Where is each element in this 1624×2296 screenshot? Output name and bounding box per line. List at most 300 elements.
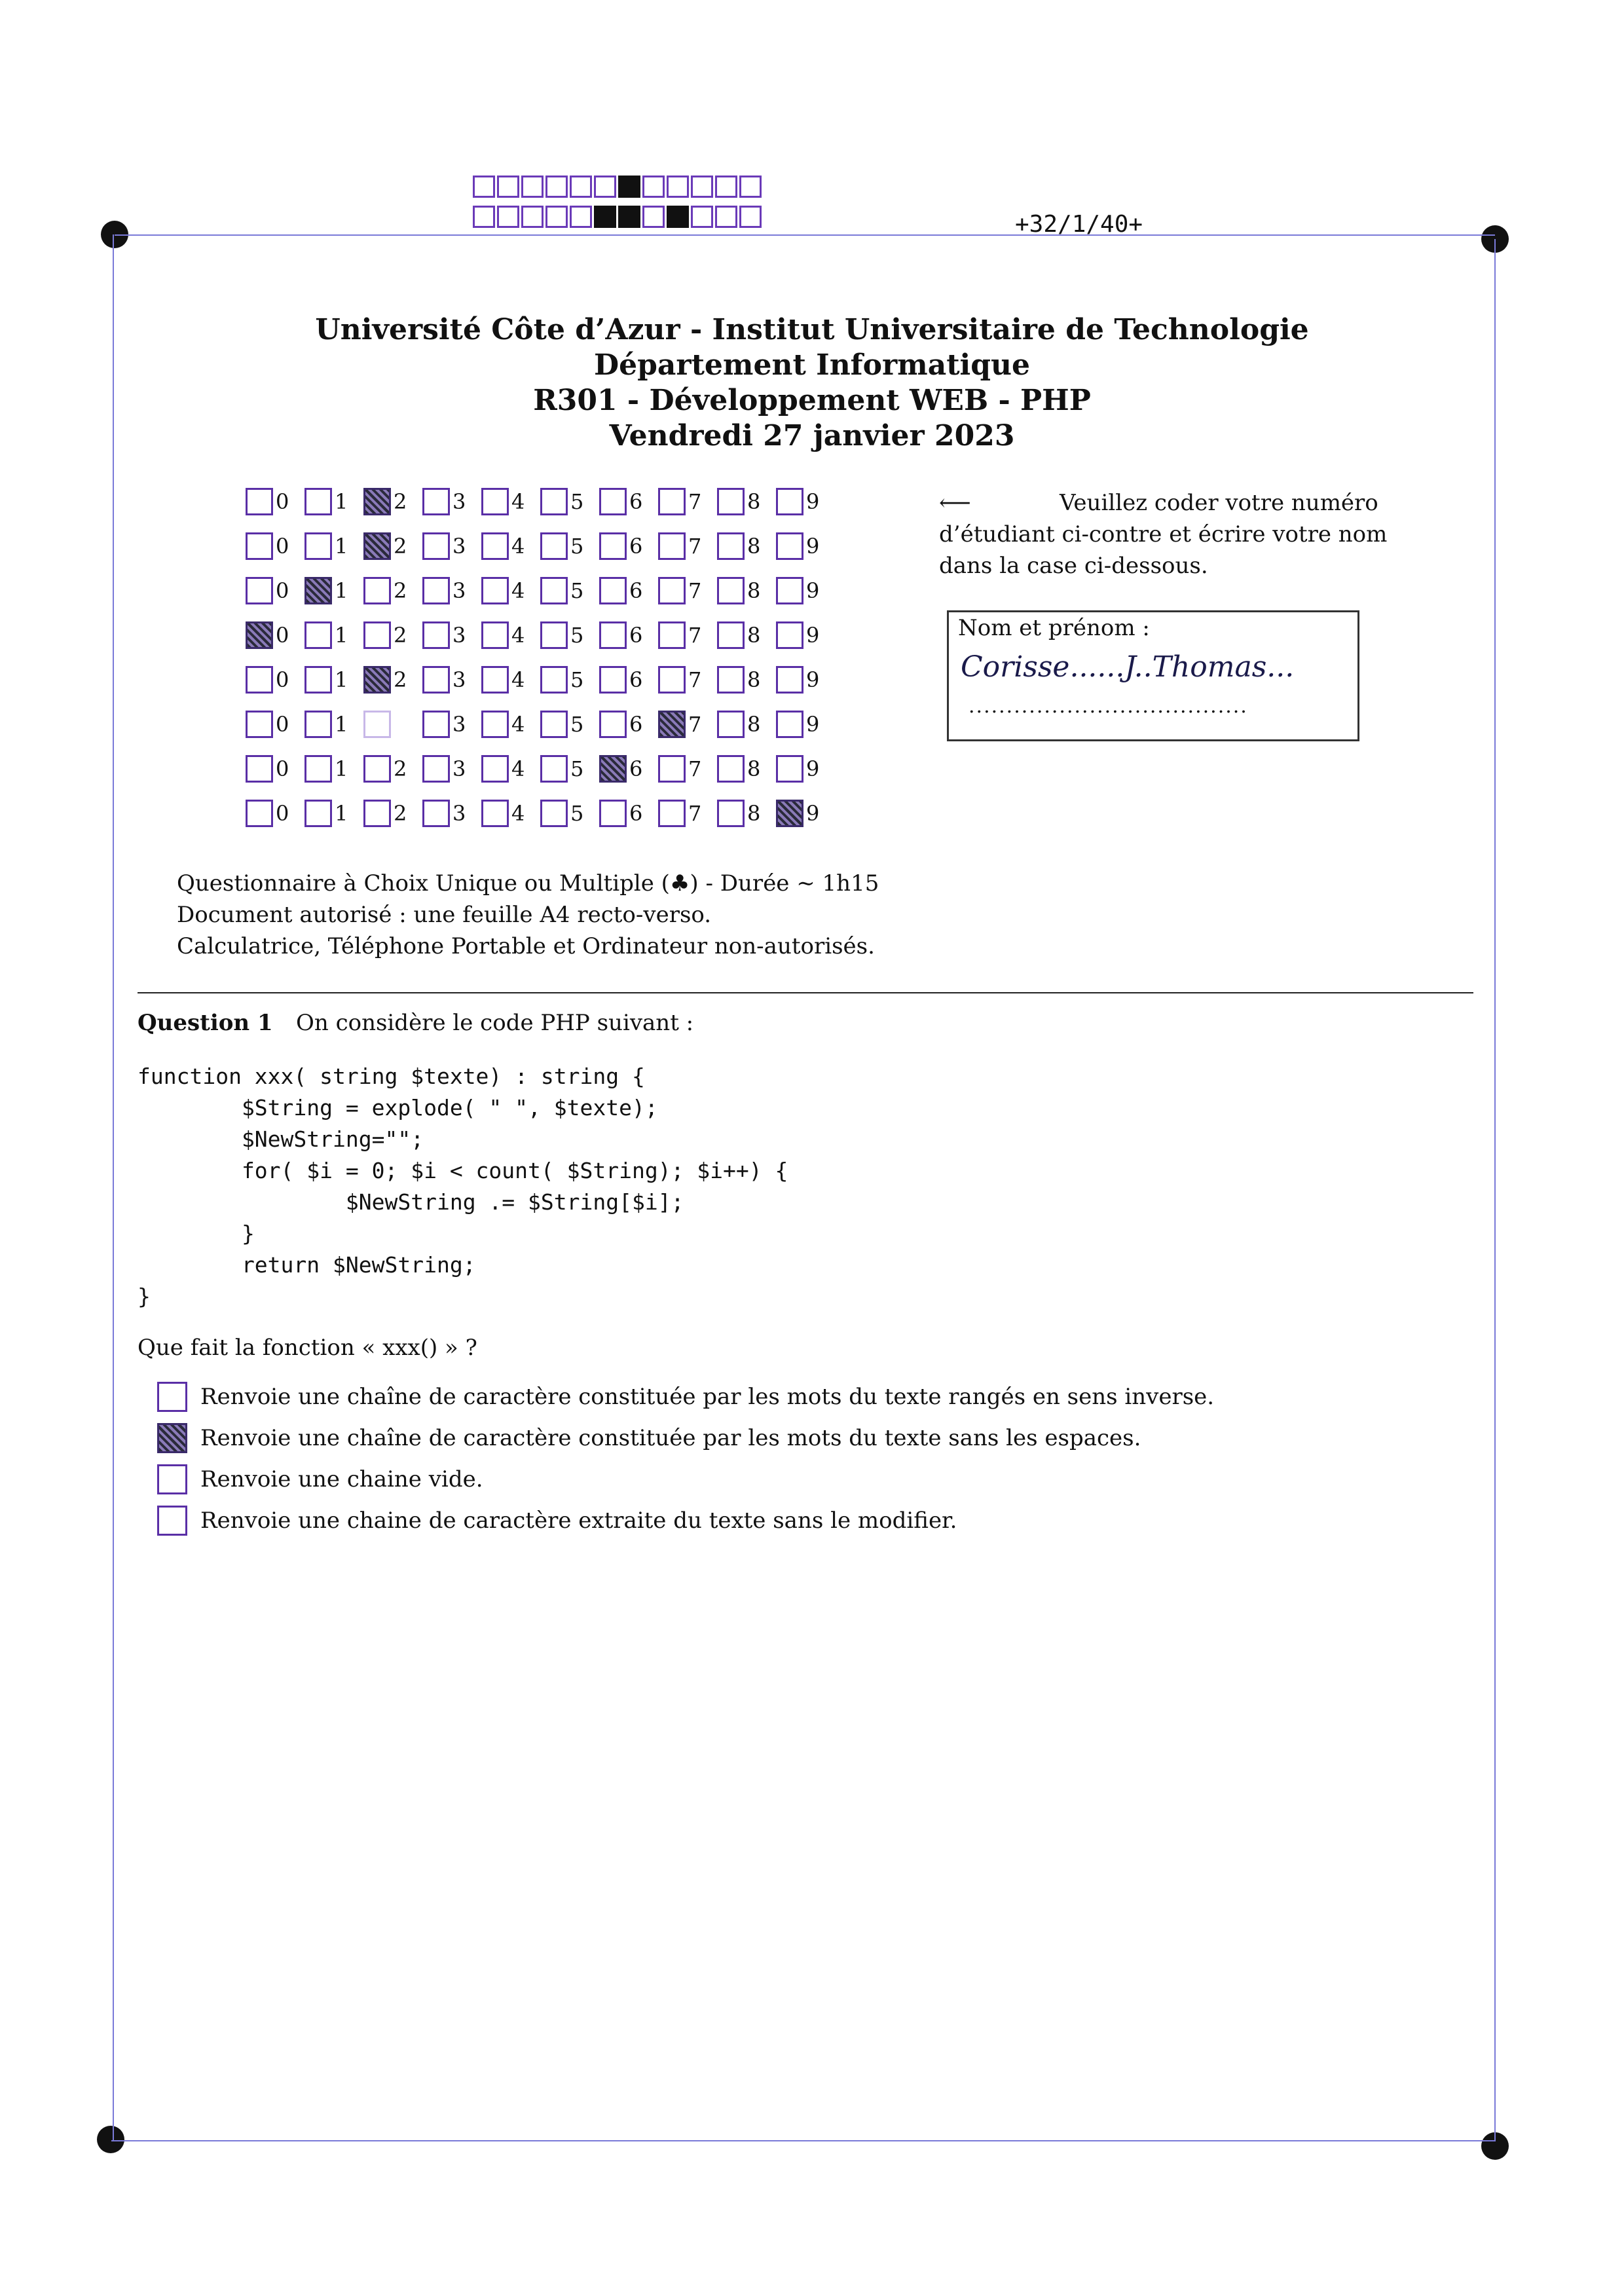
digit-checkbox[interactable] [717, 532, 745, 560]
frame-right-line [1494, 239, 1496, 2141]
digit-label: 3 [452, 801, 466, 826]
digit-label: 7 [688, 578, 702, 603]
digit-label: 9 [806, 534, 820, 559]
digit-checkbox[interactable] [717, 666, 745, 694]
digit-checkbox[interactable] [658, 621, 686, 649]
digit-cell [599, 621, 658, 649]
digit-cell [776, 711, 835, 738]
digit-label: 2 [394, 578, 407, 603]
digit-checkbox[interactable] [246, 800, 273, 827]
digit-cell [599, 711, 658, 738]
exam-info-line-1: Questionnaire à Choix Unique ou Multiple (♣) - Durée ∼ 1h15 [177, 870, 879, 897]
digit-checkbox[interactable] [717, 621, 745, 649]
digit-label: 5 [570, 534, 584, 559]
barcode-cell [642, 206, 665, 228]
digit-label: 9 [806, 712, 820, 737]
coding-instruction-line-2: d’étudiant ci-contre et écrire votre nom [939, 521, 1388, 547]
digit-checkbox[interactable] [658, 800, 686, 827]
frame-bottom-line [111, 2140, 1494, 2141]
digit-checkbox[interactable] [246, 621, 273, 649]
student-number-row [246, 657, 835, 702]
digit-label: 1 [335, 712, 348, 737]
digit-checkbox[interactable] [717, 800, 745, 827]
exam-info-line-2: Document autorisé : une feuille A4 recto-verso. [177, 902, 712, 928]
digit-checkbox[interactable] [658, 755, 686, 783]
digit-checkbox[interactable] [776, 800, 803, 827]
digit-cell [776, 488, 835, 515]
digit-label: 8 [747, 578, 761, 603]
answer-checkbox[interactable] [157, 1382, 187, 1412]
digit-cell [422, 488, 481, 515]
digit-cell [540, 711, 599, 738]
digit-label: 1 [335, 578, 348, 603]
digit-cell [422, 621, 481, 649]
digit-label: 5 [570, 623, 584, 648]
digit-checkbox[interactable] [776, 666, 803, 694]
answer-checkbox[interactable] [157, 1423, 187, 1453]
digit-checkbox[interactable] [363, 577, 391, 604]
digit-checkbox[interactable] [599, 755, 627, 783]
digit-checkbox[interactable] [304, 488, 332, 515]
digit-cell [599, 755, 658, 783]
digit-checkbox[interactable] [246, 755, 273, 783]
digit-cell [246, 621, 304, 649]
digit-cell [363, 621, 422, 649]
digit-cell [540, 577, 599, 604]
digit-cell [658, 488, 717, 515]
digit-checkbox[interactable] [363, 755, 391, 783]
digit-checkbox[interactable] [246, 532, 273, 560]
code-line: $NewString=""; [138, 1126, 424, 1152]
digit-cell [599, 488, 658, 515]
digit-checkbox[interactable] [422, 755, 450, 783]
digit-cell [776, 800, 835, 827]
barcode-cell [618, 176, 640, 198]
name-value: Corisse......J..Thomas... [961, 650, 1295, 684]
digit-checkbox[interactable] [481, 621, 509, 649]
header-date: Vendredi 27 janvier 2023 [609, 419, 1015, 453]
digit-checkbox[interactable] [481, 800, 509, 827]
digit-checkbox[interactable] [540, 800, 568, 827]
digit-checkbox[interactable] [599, 488, 627, 515]
digit-checkbox[interactable] [481, 577, 509, 604]
digit-label: 3 [452, 623, 466, 648]
digit-checkbox[interactable] [304, 666, 332, 694]
header-department: Département Informatique [594, 348, 1030, 382]
digit-checkbox[interactable] [540, 711, 568, 738]
digit-checkbox[interactable] [599, 621, 627, 649]
digit-checkbox[interactable] [599, 711, 627, 738]
barcode-cell [618, 206, 640, 228]
digit-cell [481, 488, 540, 515]
digit-label: 2 [394, 667, 407, 692]
digit-label: 4 [511, 489, 525, 514]
digit-cell [481, 577, 540, 604]
digit-cell [246, 800, 304, 827]
digit-cell [658, 577, 717, 604]
header-university: Université Côte d’Azur - Institut Universitaire de Technologie [315, 313, 1309, 346]
digit-label: 0 [276, 534, 289, 559]
digit-cell [717, 621, 776, 649]
section-divider [138, 992, 1473, 993]
digit-label: 1 [335, 534, 348, 559]
digit-checkbox[interactable] [304, 577, 332, 604]
digit-checkbox[interactable] [422, 621, 450, 649]
digit-checkbox[interactable] [422, 666, 450, 694]
digit-label: 6 [629, 801, 643, 826]
digit-label: 7 [688, 489, 702, 514]
digit-cell [246, 755, 304, 783]
digit-cell [304, 577, 363, 604]
digit-cell [363, 711, 422, 738]
digit-checkbox[interactable] [717, 711, 745, 738]
digit-cell [599, 577, 658, 604]
digit-checkbox[interactable] [246, 577, 273, 604]
digit-cell [422, 800, 481, 827]
digit-label: 9 [806, 756, 820, 781]
digit-checkbox[interactable] [599, 800, 627, 827]
question-prompt: Que fait la fonction « xxx() » ? [138, 1335, 477, 1361]
digit-checkbox[interactable] [540, 532, 568, 560]
digit-label: 1 [335, 489, 348, 514]
digit-label: 1 [335, 667, 348, 692]
student-number-row [246, 702, 835, 747]
answer-text: Renvoie une chaine de caractère extraite du texte sans le modifier. [200, 1508, 957, 1534]
digit-label: 3 [452, 534, 466, 559]
digit-checkbox[interactable] [304, 532, 332, 560]
barcode-cell [473, 206, 495, 228]
digit-checkbox[interactable] [304, 621, 332, 649]
digit-cell [363, 488, 422, 515]
barcode-cell [473, 176, 495, 198]
digit-label: 5 [570, 712, 584, 737]
barcode-row-1 [473, 176, 764, 198]
barcode-cell [691, 176, 713, 198]
code-line: $String = explode( " ", $texte); [138, 1095, 658, 1120]
digit-checkbox[interactable] [422, 577, 450, 604]
digit-label: 4 [511, 756, 525, 781]
digit-cell [481, 711, 540, 738]
digit-checkbox[interactable] [658, 711, 686, 738]
student-number-row [246, 479, 835, 524]
digit-cell [481, 666, 540, 694]
barcode-cell [667, 206, 689, 228]
digit-label: 4 [511, 712, 525, 737]
digit-cell [304, 532, 363, 560]
digit-cell [658, 755, 717, 783]
digit-label: 6 [629, 489, 643, 514]
digit-checkbox[interactable] [422, 532, 450, 560]
digit-checkbox[interactable] [776, 488, 803, 515]
digit-label: 8 [747, 712, 761, 737]
digit-checkbox[interactable] [776, 621, 803, 649]
answer-option[interactable] [157, 1423, 1141, 1453]
digit-label: 3 [452, 489, 466, 514]
barcode-cell [497, 176, 519, 198]
digit-checkbox[interactable] [481, 488, 509, 515]
exam-info-line-3: Calculatrice, Téléphone Portable et Ordinateur non-autorisés. [177, 933, 875, 959]
digit-cell [304, 711, 363, 738]
answer-text: Renvoie une chaîne de caractère constituée par les mots du texte sans les espaces. [200, 1425, 1141, 1451]
digit-label: 5 [570, 667, 584, 692]
digit-cell [658, 800, 717, 827]
digit-cell [717, 755, 776, 783]
student-number-row [246, 524, 835, 568]
digit-checkbox[interactable] [363, 488, 391, 515]
answer-text: Renvoie une chaîne de caractère constituée par les mots du texte rangés en sens inverse. [200, 1384, 1215, 1410]
coding-instruction-line-1: Veuillez coder votre numéro [1060, 490, 1378, 516]
coding-arrow: ⟵ [939, 490, 971, 516]
header-course: R301 - Développement WEB - PHP [533, 384, 1091, 417]
digit-label: 0 [276, 667, 289, 692]
answer-option[interactable] [157, 1382, 1214, 1412]
name-box[interactable] [947, 610, 1359, 741]
digit-checkbox[interactable] [246, 488, 273, 515]
answer-text: Renvoie une chaine vide. [200, 1466, 483, 1492]
frame-left-line [113, 234, 114, 2140]
digit-label: 8 [747, 756, 761, 781]
digit-checkbox[interactable] [304, 755, 332, 783]
digit-cell [422, 711, 481, 738]
digit-label: 7 [688, 534, 702, 559]
barcode-cell [715, 206, 737, 228]
barcode-cell [497, 206, 519, 228]
digit-checkbox[interactable] [363, 711, 391, 738]
digit-cell [658, 532, 717, 560]
barcode-cell [521, 206, 544, 228]
digit-checkbox[interactable] [481, 532, 509, 560]
digit-cell [422, 755, 481, 783]
digit-checkbox[interactable] [776, 711, 803, 738]
student-number-row [246, 791, 835, 836]
digit-cell [540, 800, 599, 827]
digit-label: 3 [452, 578, 466, 603]
barcode-cell [545, 176, 568, 198]
digit-cell [363, 755, 422, 783]
digit-checkbox[interactable] [246, 666, 273, 694]
digit-cell [540, 621, 599, 649]
digit-label: 7 [688, 712, 702, 737]
digit-checkbox[interactable] [363, 666, 391, 694]
digit-label: 5 [570, 578, 584, 603]
digit-label: 3 [452, 756, 466, 781]
digit-label: 2 [394, 756, 407, 781]
digit-label: 6 [629, 534, 643, 559]
digit-label: 6 [629, 756, 643, 781]
answer-checkbox[interactable] [157, 1464, 187, 1494]
barcode-cell [570, 176, 592, 198]
digit-label: 4 [511, 801, 525, 826]
digit-checkbox[interactable] [599, 666, 627, 694]
student-number-row [246, 747, 835, 791]
digit-label: 4 [511, 534, 525, 559]
digit-label: 3 [452, 712, 466, 737]
digit-label: 6 [629, 712, 643, 737]
digit-label: 9 [806, 801, 820, 826]
digit-cell [658, 666, 717, 694]
digit-cell [658, 711, 717, 738]
digit-cell [540, 532, 599, 560]
digit-checkbox[interactable] [540, 577, 568, 604]
barcode-cell [570, 206, 592, 228]
digit-label: 2 [394, 623, 407, 648]
digit-cell [717, 711, 776, 738]
digit-cell [422, 577, 481, 604]
barcode-cell [642, 176, 665, 198]
digit-cell [363, 577, 422, 604]
digit-label: 7 [688, 801, 702, 826]
barcode-cell [715, 176, 737, 198]
digit-cell [658, 621, 717, 649]
digit-checkbox[interactable] [363, 621, 391, 649]
digit-checkbox[interactable] [363, 532, 391, 560]
registration-mark-bottom-left [97, 2126, 124, 2153]
student-number-row [246, 613, 835, 657]
digit-label: 8 [747, 623, 761, 648]
digit-checkbox[interactable] [304, 800, 332, 827]
digit-checkbox[interactable] [422, 488, 450, 515]
digit-cell [246, 666, 304, 694]
digit-label: 9 [806, 623, 820, 648]
digit-label: 0 [276, 712, 289, 737]
digit-checkbox[interactable] [422, 711, 450, 738]
digit-cell [599, 800, 658, 827]
digit-cell [481, 532, 540, 560]
digit-checkbox[interactable] [481, 711, 509, 738]
barcode-cell [521, 176, 544, 198]
digit-cell [481, 800, 540, 827]
digit-checkbox[interactable] [717, 755, 745, 783]
digit-cell [599, 532, 658, 560]
digit-checkbox[interactable] [717, 488, 745, 515]
digit-label: 4 [511, 667, 525, 692]
digit-cell [776, 621, 835, 649]
digit-label: 7 [688, 667, 702, 692]
digit-cell [540, 666, 599, 694]
digit-label: 0 [276, 489, 289, 514]
digit-cell [246, 532, 304, 560]
barcode-cell [739, 206, 762, 228]
student-number-grid [246, 479, 835, 836]
digit-checkbox[interactable] [363, 800, 391, 827]
code-line: for( $i = 0; $i < count( $String); $i++) { [138, 1158, 788, 1183]
digit-label: 5 [570, 489, 584, 514]
digit-checkbox[interactable] [246, 711, 273, 738]
digit-cell [776, 532, 835, 560]
digit-cell [304, 800, 363, 827]
digit-label: 0 [276, 801, 289, 826]
answer-option[interactable] [157, 1506, 957, 1536]
digit-cell [481, 755, 540, 783]
page-code: +32/1/40+ [1015, 211, 1143, 238]
digit-cell [717, 577, 776, 604]
digit-checkbox[interactable] [776, 755, 803, 783]
digit-cell [246, 488, 304, 515]
barcode-cell [594, 176, 616, 198]
digit-checkbox[interactable] [481, 755, 509, 783]
digit-label: 4 [511, 623, 525, 648]
frame-top-line [115, 234, 1495, 236]
digit-cell [363, 666, 422, 694]
code-line: $NewString .= $String[$i]; [138, 1189, 684, 1215]
digit-checkbox[interactable] [540, 666, 568, 694]
digit-cell [422, 666, 481, 694]
code-line: } [138, 1221, 255, 1246]
digit-checkbox[interactable] [540, 488, 568, 515]
digit-label: 7 [688, 623, 702, 648]
question-label: Question 1 [138, 1010, 273, 1036]
digit-cell [717, 666, 776, 694]
barcode-cell [594, 206, 616, 228]
digit-cell [776, 577, 835, 604]
digit-checkbox[interactable] [304, 711, 332, 738]
digit-label: 2 [394, 489, 407, 514]
digit-label: 6 [629, 578, 643, 603]
digit-checkbox[interactable] [658, 666, 686, 694]
digit-label: 1 [335, 756, 348, 781]
digit-checkbox[interactable] [481, 666, 509, 694]
digit-checkbox[interactable] [540, 755, 568, 783]
digit-cell [717, 800, 776, 827]
digit-label: 8 [747, 534, 761, 559]
digit-cell [481, 621, 540, 649]
digit-label: 4 [511, 578, 525, 603]
digit-cell [540, 755, 599, 783]
coding-instruction-line-3: dans la case ci-dessous. [939, 553, 1208, 579]
digit-label: 3 [452, 667, 466, 692]
digit-checkbox[interactable] [599, 532, 627, 560]
digit-cell [599, 666, 658, 694]
student-number-row [246, 568, 835, 613]
digit-label: 6 [629, 667, 643, 692]
digit-label: 8 [747, 667, 761, 692]
digit-cell [717, 488, 776, 515]
digit-label: 5 [570, 801, 584, 826]
answer-checkbox[interactable] [157, 1506, 187, 1536]
digit-label: 6 [629, 623, 643, 648]
digit-label: 2 [394, 801, 407, 826]
digit-cell [776, 666, 835, 694]
answer-option[interactable] [157, 1464, 483, 1494]
digit-label: 0 [276, 756, 289, 781]
digit-checkbox[interactable] [658, 532, 686, 560]
digit-label: 9 [806, 489, 820, 514]
digit-cell [363, 800, 422, 827]
digit-label: 1 [335, 801, 348, 826]
digit-label: 9 [806, 578, 820, 603]
digit-checkbox[interactable] [599, 577, 627, 604]
digit-checkbox[interactable] [717, 577, 745, 604]
name-label: Nom et prénom : [958, 615, 1150, 641]
digit-cell [304, 621, 363, 649]
digit-checkbox[interactable] [658, 577, 686, 604]
digit-cell [246, 711, 304, 738]
digit-cell [540, 488, 599, 515]
name-dotted-line: ..................................... [969, 695, 1248, 718]
digit-cell [776, 755, 835, 783]
digit-label: 0 [276, 578, 289, 603]
question-intro: On considère le code PHP suivant : [296, 1010, 694, 1036]
barcode-cell [691, 206, 713, 228]
digit-checkbox[interactable] [422, 800, 450, 827]
digit-checkbox[interactable] [776, 577, 803, 604]
digit-checkbox[interactable] [658, 488, 686, 515]
digit-cell [304, 488, 363, 515]
digit-checkbox[interactable] [540, 621, 568, 649]
digit-label: 8 [747, 489, 761, 514]
digit-checkbox[interactable] [776, 532, 803, 560]
barcode-cell [545, 206, 568, 228]
